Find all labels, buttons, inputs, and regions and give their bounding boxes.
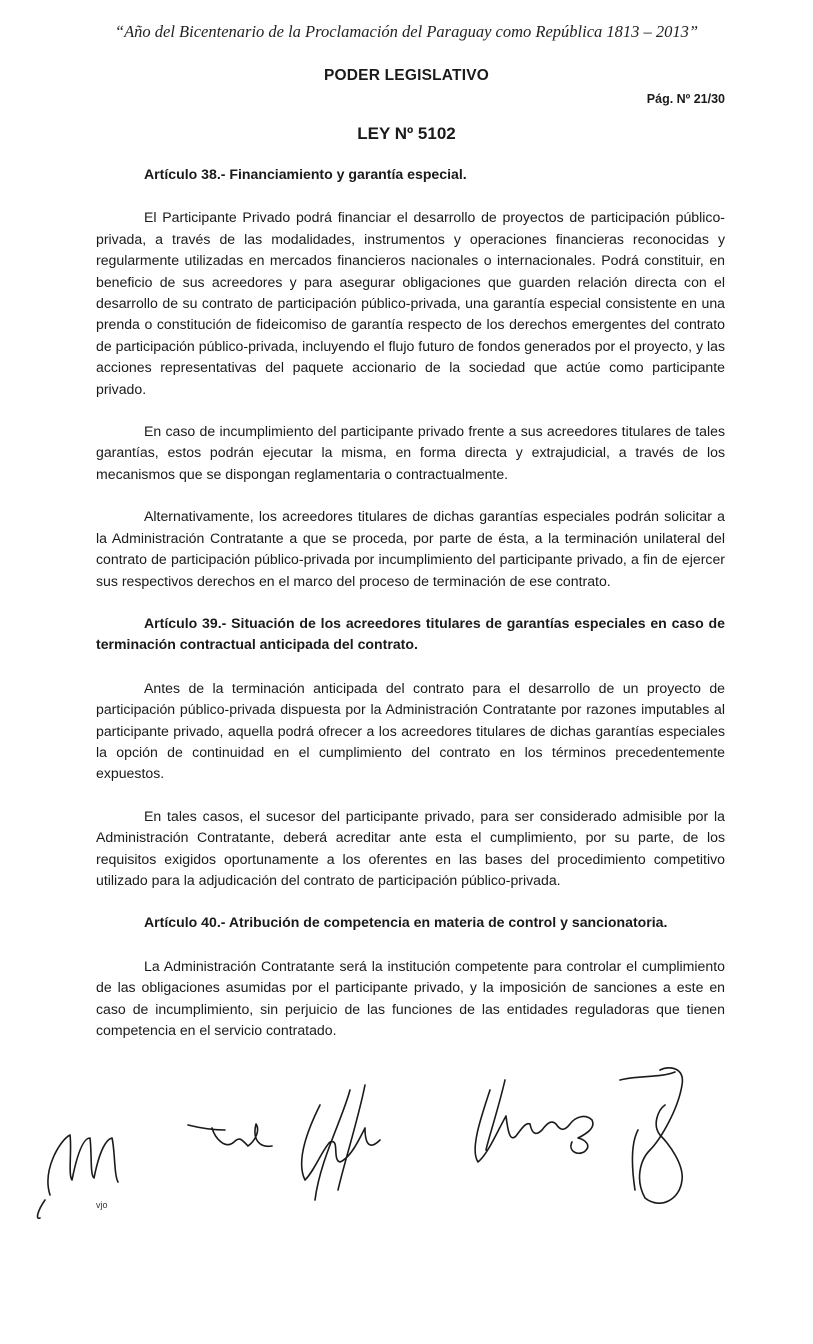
article-38-paragraph-1: El Participante Privado podrá financiar el desarrollo de proyectos de participación público-privada, a través de las modalidades, instrumentos y operaciones financieras reconocidas y regularmente utilizadas en mercados financieros nacionales o internacionales. Podrá constituir, en beneficio de sus acreedores y para asegurar obligaciones que guarden relación directa con el desarrollo de su contrato de participación público-privada, una garantía especial consistente en una prenda o constitución de fideicomiso de garantía respecto de los derechos emergentes del contrato de participación público-privada, incluyendo el flujo futuro de fondos generados por el proyecto, y las acciones representativas del paquete accionario de la sociedad que actúe como participante privado. — [96, 209, 725, 397]
page-number: Pág. Nº 21/30 — [646, 92, 725, 106]
article-40-paragraph-1: La Administración Contratante será la institución competente para controlar el cumplimiento de las obligaciones asumidas por el participante privado, y la imposición de sanciones a este en caso de incumplimiento, sin perjuicio de las funciones de las entidades reguladoras que tienen competencia en el servicio contratado. — [96, 957, 725, 1038]
typist-initials: vjo — [96, 1200, 108, 1210]
article-38-paragraph-2: En caso de incumplimiento del participante privado frente a sus acreedores titulares de tales garantías, estos podrán ejecutar la misma, en forma directa y extrajudicial, a través de los mecanismos que se dispongan reglamentaria o contractualmente. — [96, 423, 725, 482]
signatures — [20, 1050, 720, 1220]
article-38-title: Artículo 38.- Financiamiento y garantía especial. — [144, 166, 467, 182]
article-39-title: Artículo 39.- Situación de los acreedores titulares de garantías especiales en caso de terminación contractual anticipada del contrato. — [96, 614, 725, 653]
document-body — [96, 164, 725, 1062]
signature-5 — [620, 1068, 682, 1203]
signature-3 — [302, 1085, 380, 1200]
document-motto: “Año del Bicentenario de la Proclamación del Paraguay como República 1813 – 2013” — [114, 22, 699, 41]
article-39-paragraph-1: Antes de la terminación anticipada del contrato para el desarrollo de un proyecto de participación público-privada dispuesta por la Administración Contratante por razones imputables al participante privado, aquella podrá ofrecer a los acreedores titulares de dichas garantías especiales la opción de continuidad en el cumplimiento del contrato en los términos precedentemente expuestos. — [96, 679, 725, 782]
signature-1 — [48, 1135, 118, 1195]
law-title: LEY Nº 5102 — [357, 124, 456, 143]
signature-4 — [475, 1080, 593, 1162]
article-40-title: Artículo 40.- Atribución de competencia en materia de control y sancionatoria. — [144, 914, 668, 931]
document-header: PODER LEGISLATIVO — [323, 67, 489, 84]
signature-2 — [188, 1124, 272, 1146]
article-39-paragraph-2: En tales casos, el sucesor del participante privado, para ser considerado admisible por la Administración Contratante, deberá acreditar ante esta el cumplimiento, por su parte, de los requisitos exigidos oportunamente a los oferentes en las bases del procedimiento competitivo utilizado para la adjudicación del contrato de participación público-privada. — [96, 807, 725, 888]
article-38-paragraph-3: Alternativamente, los acreedores titulares de dichas garantías especiales podrán solicitar a la Administración Contratante a que se proceda, por parte de ésta, a la terminación unilateral del contrato de participación público-privada por incumplimiento del participante privado, a fin de ejercer sus respectivos derechos en el marco del proceso de terminación de ese contrato. — [96, 508, 725, 589]
